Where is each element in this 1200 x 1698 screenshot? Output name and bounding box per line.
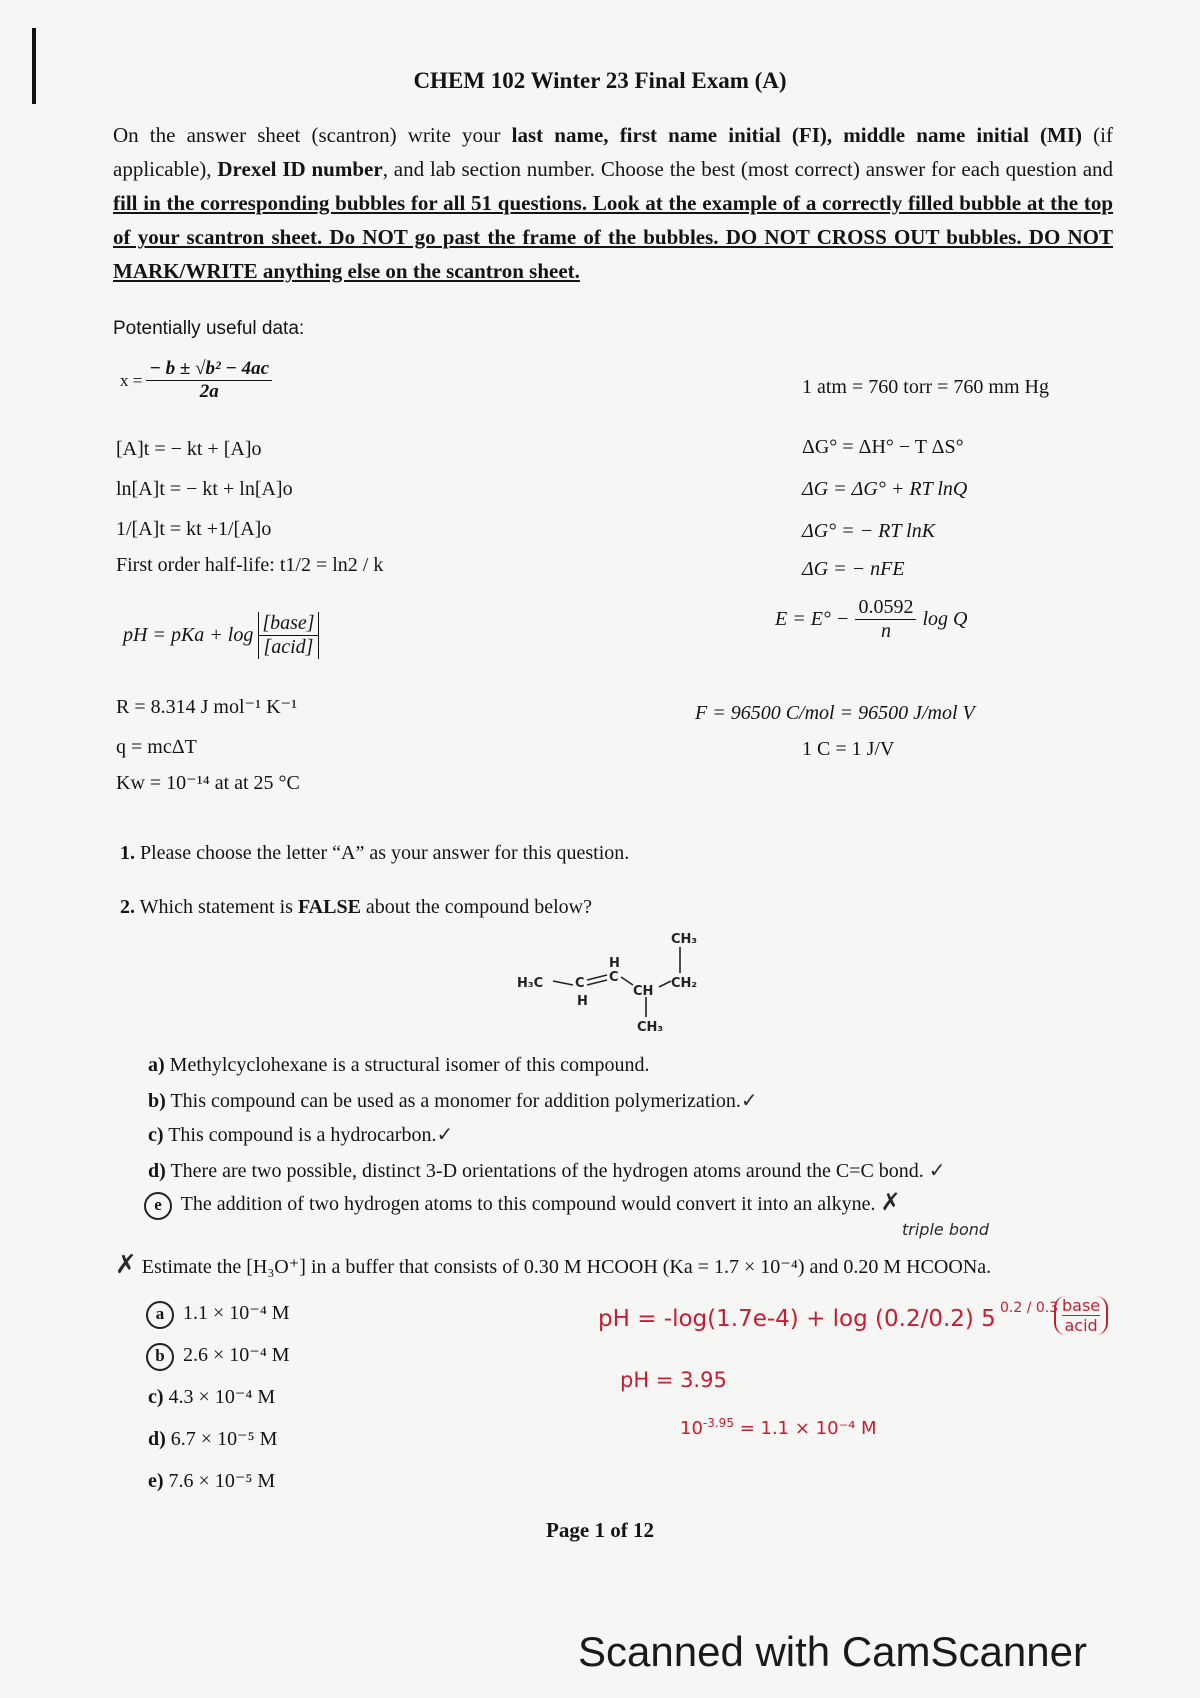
nernst-equation [775, 596, 967, 643]
handwritten-result: = 1.1 × 10⁻⁴ M [739, 1418, 877, 1439]
option-letter: c) [148, 1124, 164, 1146]
hh-fraction [258, 612, 318, 659]
question-3 [115, 1250, 991, 1280]
check-mark-icon: ✓ [928, 1158, 946, 1182]
question-2-text-b: FALSE [297, 896, 361, 918]
question-1-text: Please choose the letter “A” as your answer for this question. [140, 842, 630, 864]
faraday-constant: F = 96500 C/mol = 96500 J/mol V [695, 702, 975, 724]
structure-h3c: H₃C [517, 976, 544, 991]
handwritten-base: base [1062, 1296, 1101, 1315]
option-letter: e) [148, 1470, 164, 1492]
coulomb-conversion: 1 C = 1 J/V [802, 738, 895, 760]
option-text: 6.7 × 10⁻⁵ M [170, 1428, 278, 1450]
instr-text-1: On the answer sheet (scantron) write your [113, 123, 512, 147]
option-text: This compound is a hydrocarbon. [168, 1124, 437, 1146]
chemical-structure [505, 925, 745, 1035]
dg-standard-eq: ΔG° = ΔH° − T ΔS° [802, 436, 964, 458]
option-text: The addition of two hydrogen atoms to this compound would convert it into an alkyne. [180, 1193, 876, 1215]
second-order-eq: 1/[A]t = kt +1/[A]o [116, 518, 272, 540]
nernst-denominator: n [880, 620, 891, 642]
gas-constant: R = 8.314 J mol⁻¹ K⁻¹ [116, 696, 298, 718]
instructions-paragraph [113, 118, 1113, 288]
option-letter: b) [148, 1090, 166, 1112]
instr-text-2: last name, first name initial (FI), middle name initial (MI) [511, 123, 1083, 147]
question-3-option-d[interactable] [148, 1426, 277, 1451]
half-life-eq: First order half-life: t1/2 = ln2 / k [116, 554, 384, 576]
option-letter: c) [148, 1386, 164, 1408]
question-3-text: Estimate the [H₃O⁺] in a buffer that consists of 0.30 M HCOOH (Ka = 1.7 × 10⁻⁴) and 0.20 M HCOONa. [141, 1256, 992, 1278]
question-2 [120, 896, 592, 919]
handwritten-ten: 10 [680, 1418, 703, 1439]
instr-text-3: (if applicable), [113, 123, 1113, 181]
structure-ch3-top: CH₃ [671, 932, 698, 947]
dg-nfe-eq: ΔG = − nFE [802, 558, 905, 580]
hh-numerator: [base] [259, 612, 317, 636]
atm-conversion: 1 atm = 760 torr = 760 mm Hg [802, 376, 1049, 398]
option-text: Methylcyclohexane is a structural isomer of this compound. [169, 1054, 650, 1076]
dg-k-eq: ΔG° = − RT lnK [802, 520, 936, 542]
circled-option-icon: b [146, 1343, 174, 1371]
quadratic-lhs: x = [120, 370, 143, 390]
handwritten-acid: acid [1064, 1316, 1098, 1335]
handwritten-ratio [1000, 1300, 1058, 1316]
option-letter: a) [148, 1054, 165, 1076]
circled-option-icon: e [144, 1192, 172, 1220]
first-order-eq: ln[A]t = − kt + ln[A]o [116, 478, 293, 500]
structure-h-bottom: H [577, 994, 588, 1009]
handwritten-exponent: -3.95 [702, 1416, 734, 1430]
check-mark-icon: ✓ [740, 1088, 758, 1112]
option-text: 7.6 × 10⁻⁵ M [168, 1470, 276, 1492]
question-1-number: 1. [120, 842, 135, 864]
henderson-hasselbalch [123, 612, 319, 659]
structure-c1: C [575, 976, 585, 991]
option-letter: d) [148, 1160, 166, 1182]
question-3-option-b[interactable] [146, 1342, 290, 1371]
option-text: This compound can be used as a monomer for addition polymerization. [170, 1090, 741, 1112]
dg-q-eq: ΔG = ΔG° + RT lnQ [802, 478, 968, 500]
question-2-option-b[interactable] [148, 1088, 758, 1113]
structure-h-top: H [609, 956, 620, 971]
structure-ch3-bottom: CH₃ [637, 1020, 664, 1035]
structure-c2: C [609, 970, 619, 985]
question-2-option-e[interactable] [144, 1188, 901, 1220]
check-mark-icon: ✓ [436, 1122, 454, 1146]
option-letter: d) [148, 1428, 166, 1450]
question-2-option-a[interactable] [148, 1054, 650, 1077]
question-2-option-c[interactable] [148, 1122, 453, 1147]
structure-ch2: CH₂ [671, 976, 698, 991]
zero-order-eq: [A]t = − kt + [A]o [116, 438, 262, 460]
handwritten-bracket [1054, 1296, 1108, 1335]
hh-denominator: [acid] [263, 636, 314, 658]
cross-mark-icon: ✗ [115, 1250, 137, 1280]
option-text: 1.1 × 10⁻⁴ M [183, 1302, 290, 1324]
structure-ch: CH [633, 984, 654, 999]
page-number: Page 1 of 12 [546, 1518, 654, 1542]
circled-option-icon: a [146, 1301, 174, 1329]
question-2-number: 2. [120, 896, 135, 918]
handwritten-concentration [680, 1416, 877, 1439]
cross-mark-icon: ✗ [880, 1188, 901, 1216]
question-1 [120, 842, 629, 865]
heat-equation: q = mcΔT [116, 736, 197, 758]
question-3-option-c[interactable] [148, 1384, 275, 1409]
instr-text-6: fill in the corresponding bubbles for all 51 questions. Look at the example of a correctly filled bubble at the top of your scantron sheet. Do NOT go past the frame of the bubbles. DO NOT CROSS OUT bubbles. DO NOT MARK/WRITE anything else on the scantron sheet. [113, 191, 1113, 283]
question-2-text-a: Which statement is [139, 896, 298, 918]
kw-constant: Kw = 10⁻¹⁴ at at 25 °C [116, 772, 300, 794]
quadratic-denominator: 2a [199, 381, 219, 402]
quadratic-formula [120, 358, 272, 403]
question-3-option-e[interactable] [148, 1468, 275, 1493]
quadratic-numerator: − b ± √b² − 4ac [146, 358, 272, 381]
nernst-lhs: E = E° − [775, 608, 850, 630]
question-2-text-c: about the compound below? [360, 896, 592, 918]
data-heading: Potentially useful data: [113, 318, 305, 339]
handwritten-ph-calculation: pH = -log(1.7e-4) + log (0.2/0.2) 5 [598, 1306, 996, 1332]
option-text: 4.3 × 10⁻⁴ M [168, 1386, 276, 1408]
camscanner-watermark: Scanned with CamScanner [578, 1628, 1087, 1675]
question-2-option-d[interactable] [148, 1158, 946, 1183]
instr-text-5: , and lab section number. Choose the best (most correct) answer for each question and [382, 157, 1114, 181]
option-text: 2.6 × 10⁻⁴ M [183, 1344, 290, 1366]
handwritten-ph-result: pH = 3.95 [620, 1368, 727, 1392]
handwritten-ratio-text: 0.2 / 0.3 [1000, 1300, 1059, 1316]
option-text: There are two possible, distinct 3-D orientations of the hydrogen atoms around the C=C bond. [170, 1160, 924, 1182]
hh-lhs: pH = pKa + log [123, 624, 254, 646]
nernst-numerator: 0.0592 [855, 596, 916, 620]
instr-text-4: Drexel ID number [217, 157, 383, 181]
question-3-option-a[interactable] [146, 1300, 290, 1329]
handwritten-note-triple-bond: triple bond [902, 1220, 990, 1239]
nernst-fraction [855, 596, 916, 643]
exam-title: CHEM 102 Winter 23 Final Exam (A) [413, 68, 787, 93]
nernst-rhs: log Q [922, 608, 968, 630]
quadratic-fraction [146, 358, 272, 403]
